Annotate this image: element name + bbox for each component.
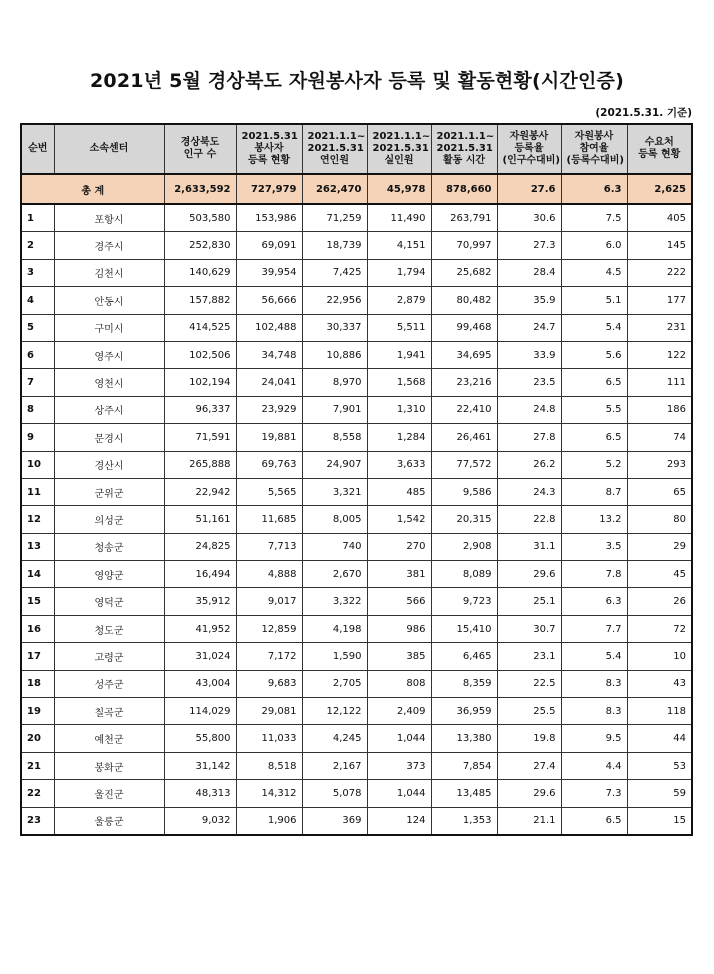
cell-actual-persons: 485: [367, 478, 431, 505]
cell-activity-hours: 34,695: [431, 341, 497, 368]
cell-participation-rate: 6.5: [561, 369, 627, 396]
total-population: 2,633,592: [164, 174, 236, 204]
cell-registered: 7,713: [236, 533, 302, 560]
cell-participation-rate: 4.4: [561, 752, 627, 779]
cell-registration-rate: 33.9: [497, 341, 561, 368]
cell-actual-persons: 4,151: [367, 232, 431, 259]
cell-center: 울릉군: [54, 807, 164, 835]
cell-actual-persons: 1,542: [367, 506, 431, 533]
cell-actual-persons: 11,490: [367, 204, 431, 232]
cell-total-persons: 369: [302, 807, 367, 835]
cell-participation-rate: 7.7: [561, 615, 627, 642]
cell-participation-rate: 3.5: [561, 533, 627, 560]
cell-registration-rate: 27.8: [497, 424, 561, 451]
cell-activity-hours: 99,468: [431, 314, 497, 341]
cell-participation-rate: 6.3: [561, 588, 627, 615]
cell-registration-rate: 19.8: [497, 725, 561, 752]
cell-actual-persons: 1,568: [367, 369, 431, 396]
cell-demand-sites: 293: [627, 451, 692, 478]
cell-center: 김천시: [54, 259, 164, 286]
cell-participation-rate: 8.3: [561, 670, 627, 697]
cell-registration-rate: 29.6: [497, 780, 561, 807]
cell-center: 경산시: [54, 451, 164, 478]
total-demand-sites: 2,625: [627, 174, 692, 204]
cell-registered: 12,859: [236, 615, 302, 642]
table-row: [21, 424, 692, 451]
cell-seq: 18: [21, 670, 54, 697]
cell-demand-sites: 72: [627, 615, 692, 642]
table-row: [21, 752, 692, 779]
cell-actual-persons: 808: [367, 670, 431, 697]
cell-activity-hours: 22,410: [431, 396, 497, 423]
table-row: [21, 478, 692, 505]
cell-seq: 5: [21, 314, 54, 341]
cell-registered: 19,881: [236, 424, 302, 451]
cell-total-persons: 71,259: [302, 204, 367, 232]
table-row: [21, 807, 692, 835]
cell-population: 414,525: [164, 314, 236, 341]
cell-activity-hours: 80,482: [431, 287, 497, 314]
cell-activity-hours: 20,315: [431, 506, 497, 533]
cell-actual-persons: 1,941: [367, 341, 431, 368]
cell-seq: 9: [21, 424, 54, 451]
table-row: [21, 588, 692, 615]
cell-participation-rate: 9.5: [561, 725, 627, 752]
cell-seq: 1: [21, 204, 54, 232]
cell-total-persons: 2,670: [302, 561, 367, 588]
cell-registration-rate: 23.1: [497, 643, 561, 670]
table-row: [21, 259, 692, 286]
cell-registered: 14,312: [236, 780, 302, 807]
cell-total-persons: 5,078: [302, 780, 367, 807]
cell-activity-hours: 8,359: [431, 670, 497, 697]
table-row: [21, 204, 692, 232]
cell-seq: 14: [21, 561, 54, 588]
cell-seq: 21: [21, 752, 54, 779]
cell-center: 구미시: [54, 314, 164, 341]
cell-total-persons: 8,005: [302, 506, 367, 533]
cell-registration-rate: 29.6: [497, 561, 561, 588]
cell-seq: 11: [21, 478, 54, 505]
cell-demand-sites: 59: [627, 780, 692, 807]
cell-registration-rate: 35.9: [497, 287, 561, 314]
cell-actual-persons: 381: [367, 561, 431, 588]
cell-activity-hours: 13,380: [431, 725, 497, 752]
cell-actual-persons: 1,044: [367, 780, 431, 807]
cell-population: 48,313: [164, 780, 236, 807]
cell-registration-rate: 25.5: [497, 698, 561, 725]
cell-participation-rate: 5.2: [561, 451, 627, 478]
total-registration-rate: 27.6: [497, 174, 561, 204]
cell-activity-hours: 263,791: [431, 204, 497, 232]
cell-registered: 153,986: [236, 204, 302, 232]
cell-demand-sites: 222: [627, 259, 692, 286]
total-registered: 727,979: [236, 174, 302, 204]
cell-actual-persons: 1,310: [367, 396, 431, 423]
cell-actual-persons: 2,409: [367, 698, 431, 725]
table-row: [21, 369, 692, 396]
cell-center: 상주시: [54, 396, 164, 423]
cell-population: 96,337: [164, 396, 236, 423]
cell-demand-sites: 177: [627, 287, 692, 314]
table-row: [21, 341, 692, 368]
cell-population: 16,494: [164, 561, 236, 588]
document-title: 2021년 5월 경상북도 자원봉사자 등록 및 활동현황(시간인증): [90, 70, 624, 92]
header-row: [21, 124, 692, 174]
cell-population: 503,580: [164, 204, 236, 232]
cell-actual-persons: 5,511: [367, 314, 431, 341]
cell-registration-rate: 23.5: [497, 369, 561, 396]
cell-participation-rate: 6.5: [561, 424, 627, 451]
cell-center: 예천군: [54, 725, 164, 752]
cell-population: 51,161: [164, 506, 236, 533]
cell-seq: 8: [21, 396, 54, 423]
cell-demand-sites: 45: [627, 561, 692, 588]
cell-registered: 69,763: [236, 451, 302, 478]
cell-center: 칠곡군: [54, 698, 164, 725]
cell-registered: 34,748: [236, 341, 302, 368]
cell-registered: 23,929: [236, 396, 302, 423]
header-total-persons: 2021.1.1~ 2021.5.31 연인원: [302, 124, 367, 174]
header-participation-rate: 자원봉사 참여율 (등록수대비): [561, 124, 627, 174]
cell-actual-persons: 566: [367, 588, 431, 615]
cell-total-persons: 4,198: [302, 615, 367, 642]
cell-center: 영양군: [54, 561, 164, 588]
cell-registration-rate: 30.7: [497, 615, 561, 642]
table-row: [21, 287, 692, 314]
cell-actual-persons: 385: [367, 643, 431, 670]
cell-population: 55,800: [164, 725, 236, 752]
cell-seq: 19: [21, 698, 54, 725]
cell-population: 102,506: [164, 341, 236, 368]
cell-demand-sites: 43: [627, 670, 692, 697]
cell-seq: 13: [21, 533, 54, 560]
cell-demand-sites: 111: [627, 369, 692, 396]
cell-registered: 29,081: [236, 698, 302, 725]
cell-total-persons: 22,956: [302, 287, 367, 314]
cell-center: 청도군: [54, 615, 164, 642]
cell-registered: 56,666: [236, 287, 302, 314]
cell-activity-hours: 25,682: [431, 259, 497, 286]
cell-seq: 22: [21, 780, 54, 807]
cell-center: 영덕군: [54, 588, 164, 615]
cell-registered: 24,041: [236, 369, 302, 396]
cell-registered: 69,091: [236, 232, 302, 259]
cell-center: 의성군: [54, 506, 164, 533]
cell-registered: 8,518: [236, 752, 302, 779]
cell-registration-rate: 22.5: [497, 670, 561, 697]
cell-activity-hours: 6,465: [431, 643, 497, 670]
cell-participation-rate: 5.4: [561, 643, 627, 670]
table-row: [21, 451, 692, 478]
cell-activity-hours: 70,997: [431, 232, 497, 259]
cell-population: 157,882: [164, 287, 236, 314]
cell-total-persons: 1,590: [302, 643, 367, 670]
cell-activity-hours: 15,410: [431, 615, 497, 642]
cell-registered: 9,017: [236, 588, 302, 615]
cell-population: 9,032: [164, 807, 236, 835]
cell-registration-rate: 24.8: [497, 396, 561, 423]
cell-center: 경주시: [54, 232, 164, 259]
cell-seq: 16: [21, 615, 54, 642]
cell-total-persons: 2,705: [302, 670, 367, 697]
cell-seq: 23: [21, 807, 54, 835]
table-row: [21, 725, 692, 752]
cell-actual-persons: 1,284: [367, 424, 431, 451]
cell-activity-hours: 77,572: [431, 451, 497, 478]
cell-center: 성주군: [54, 670, 164, 697]
cell-total-persons: 740: [302, 533, 367, 560]
cell-population: 22,942: [164, 478, 236, 505]
cell-actual-persons: 373: [367, 752, 431, 779]
header-activity-hours: 2021.1.1~ 2021.5.31 활동 시간: [431, 124, 497, 174]
table-row: [21, 506, 692, 533]
cell-demand-sites: 15: [627, 807, 692, 835]
cell-population: 265,888: [164, 451, 236, 478]
table-body: [21, 174, 692, 835]
cell-center: 고령군: [54, 643, 164, 670]
cell-population: 41,952: [164, 615, 236, 642]
cell-participation-rate: 4.5: [561, 259, 627, 286]
cell-participation-rate: 5.5: [561, 396, 627, 423]
header-center: 소속센터: [54, 124, 164, 174]
cell-registered: 11,685: [236, 506, 302, 533]
cell-total-persons: 7,901: [302, 396, 367, 423]
cell-demand-sites: 65: [627, 478, 692, 505]
cell-activity-hours: 1,353: [431, 807, 497, 835]
cell-seq: 12: [21, 506, 54, 533]
cell-demand-sites: 44: [627, 725, 692, 752]
cell-total-persons: 3,322: [302, 588, 367, 615]
cell-participation-rate: 8.7: [561, 478, 627, 505]
cell-center: 영주시: [54, 341, 164, 368]
cell-registration-rate: 30.6: [497, 204, 561, 232]
cell-participation-rate: 8.3: [561, 698, 627, 725]
cell-demand-sites: 405: [627, 204, 692, 232]
header-registered: 2021.5.31 봉사자 등록 현황: [236, 124, 302, 174]
cell-center: 안동시: [54, 287, 164, 314]
cell-total-persons: 8,970: [302, 369, 367, 396]
cell-participation-rate: 5.6: [561, 341, 627, 368]
cell-actual-persons: 986: [367, 615, 431, 642]
cell-actual-persons: 2,879: [367, 287, 431, 314]
cell-seq: 2: [21, 232, 54, 259]
table-row: [21, 533, 692, 560]
cell-population: 43,004: [164, 670, 236, 697]
table-row: [21, 561, 692, 588]
cell-center: 영천시: [54, 369, 164, 396]
cell-actual-persons: 1,794: [367, 259, 431, 286]
cell-total-persons: 3,321: [302, 478, 367, 505]
cell-demand-sites: 145: [627, 232, 692, 259]
cell-registration-rate: 28.4: [497, 259, 561, 286]
header-actual-persons: 2021.1.1~ 2021.5.31 실인원: [367, 124, 431, 174]
cell-demand-sites: 122: [627, 341, 692, 368]
total-activity-hours: 878,660: [431, 174, 497, 204]
cell-registered: 11,033: [236, 725, 302, 752]
cell-participation-rate: 7.8: [561, 561, 627, 588]
cell-actual-persons: 124: [367, 807, 431, 835]
cell-population: 24,825: [164, 533, 236, 560]
cell-seq: 6: [21, 341, 54, 368]
cell-seq: 15: [21, 588, 54, 615]
cell-registration-rate: 22.8: [497, 506, 561, 533]
table-row: [21, 396, 692, 423]
cell-registration-rate: 26.2: [497, 451, 561, 478]
cell-seq: 4: [21, 287, 54, 314]
cell-seq: 17: [21, 643, 54, 670]
cell-participation-rate: 7.3: [561, 780, 627, 807]
cell-actual-persons: 3,633: [367, 451, 431, 478]
cell-center: 군위군: [54, 478, 164, 505]
cell-participation-rate: 6.5: [561, 807, 627, 835]
cell-registered: 102,488: [236, 314, 302, 341]
reference-date: (2021.5.31. 기준): [595, 107, 692, 119]
cell-demand-sites: 29: [627, 533, 692, 560]
cell-total-persons: 8,558: [302, 424, 367, 451]
cell-seq: 10: [21, 451, 54, 478]
cell-total-persons: 30,337: [302, 314, 367, 341]
cell-population: 71,591: [164, 424, 236, 451]
cell-demand-sites: 74: [627, 424, 692, 451]
cell-registered: 9,683: [236, 670, 302, 697]
cell-demand-sites: 26: [627, 588, 692, 615]
cell-center: 포항시: [54, 204, 164, 232]
cell-population: 114,029: [164, 698, 236, 725]
cell-activity-hours: 9,723: [431, 588, 497, 615]
cell-demand-sites: 80: [627, 506, 692, 533]
cell-total-persons: 12,122: [302, 698, 367, 725]
total-total-persons: 262,470: [302, 174, 367, 204]
cell-seq: 3: [21, 259, 54, 286]
cell-registered: 39,954: [236, 259, 302, 286]
table-row: [21, 698, 692, 725]
cell-demand-sites: 118: [627, 698, 692, 725]
cell-demand-sites: 186: [627, 396, 692, 423]
cell-registered: 4,888: [236, 561, 302, 588]
cell-participation-rate: 6.0: [561, 232, 627, 259]
cell-registered: 7,172: [236, 643, 302, 670]
cell-population: 35,912: [164, 588, 236, 615]
cell-total-persons: 7,425: [302, 259, 367, 286]
cell-participation-rate: 7.5: [561, 204, 627, 232]
cell-participation-rate: 5.4: [561, 314, 627, 341]
cell-activity-hours: 8,089: [431, 561, 497, 588]
header-seq: 순번: [21, 124, 54, 174]
cell-actual-persons: 270: [367, 533, 431, 560]
table-row: [21, 615, 692, 642]
header-population: 경상북도 인구 수: [164, 124, 236, 174]
cell-registration-rate: 24.3: [497, 478, 561, 505]
total-label: 총 계: [21, 174, 164, 204]
cell-activity-hours: 23,216: [431, 369, 497, 396]
cell-total-persons: 18,739: [302, 232, 367, 259]
table-row: [21, 232, 692, 259]
cell-seq: 20: [21, 725, 54, 752]
total-participation-rate: 6.3: [561, 174, 627, 204]
cell-registration-rate: 31.1: [497, 533, 561, 560]
cell-registration-rate: 25.1: [497, 588, 561, 615]
cell-participation-rate: 5.1: [561, 287, 627, 314]
cell-registered: 5,565: [236, 478, 302, 505]
cell-registration-rate: 21.1: [497, 807, 561, 835]
volunteer-status-table: [20, 123, 693, 836]
cell-total-persons: 24,907: [302, 451, 367, 478]
cell-activity-hours: 36,959: [431, 698, 497, 725]
cell-center: 봉화군: [54, 752, 164, 779]
cell-actual-persons: 1,044: [367, 725, 431, 752]
table-row: [21, 780, 692, 807]
cell-center: 울진군: [54, 780, 164, 807]
cell-population: 252,830: [164, 232, 236, 259]
cell-participation-rate: 13.2: [561, 506, 627, 533]
cell-demand-sites: 53: [627, 752, 692, 779]
cell-registration-rate: 24.7: [497, 314, 561, 341]
cell-demand-sites: 10: [627, 643, 692, 670]
cell-total-persons: 4,245: [302, 725, 367, 752]
table-row: [21, 670, 692, 697]
cell-seq: 7: [21, 369, 54, 396]
cell-total-persons: 10,886: [302, 341, 367, 368]
cell-center: 문경시: [54, 424, 164, 451]
cell-demand-sites: 231: [627, 314, 692, 341]
cell-total-persons: 2,167: [302, 752, 367, 779]
header-registration-rate: 자원봉사 등록율 (인구수대비): [497, 124, 561, 174]
cell-population: 31,142: [164, 752, 236, 779]
cell-activity-hours: 26,461: [431, 424, 497, 451]
cell-registered: 1,906: [236, 807, 302, 835]
cell-activity-hours: 13,485: [431, 780, 497, 807]
table-row: [21, 643, 692, 670]
cell-population: 102,194: [164, 369, 236, 396]
total-actual-persons: 45,978: [367, 174, 431, 204]
cell-center: 청송군: [54, 533, 164, 560]
cell-activity-hours: 7,854: [431, 752, 497, 779]
header-demand-sites: 수요처 등록 현황: [627, 124, 692, 174]
cell-activity-hours: 9,586: [431, 478, 497, 505]
cell-registration-rate: 27.4: [497, 752, 561, 779]
cell-activity-hours: 2,908: [431, 533, 497, 560]
cell-population: 31,024: [164, 643, 236, 670]
cell-registration-rate: 27.3: [497, 232, 561, 259]
total-row: [21, 174, 692, 204]
table-row: [21, 314, 692, 341]
cell-population: 140,629: [164, 259, 236, 286]
